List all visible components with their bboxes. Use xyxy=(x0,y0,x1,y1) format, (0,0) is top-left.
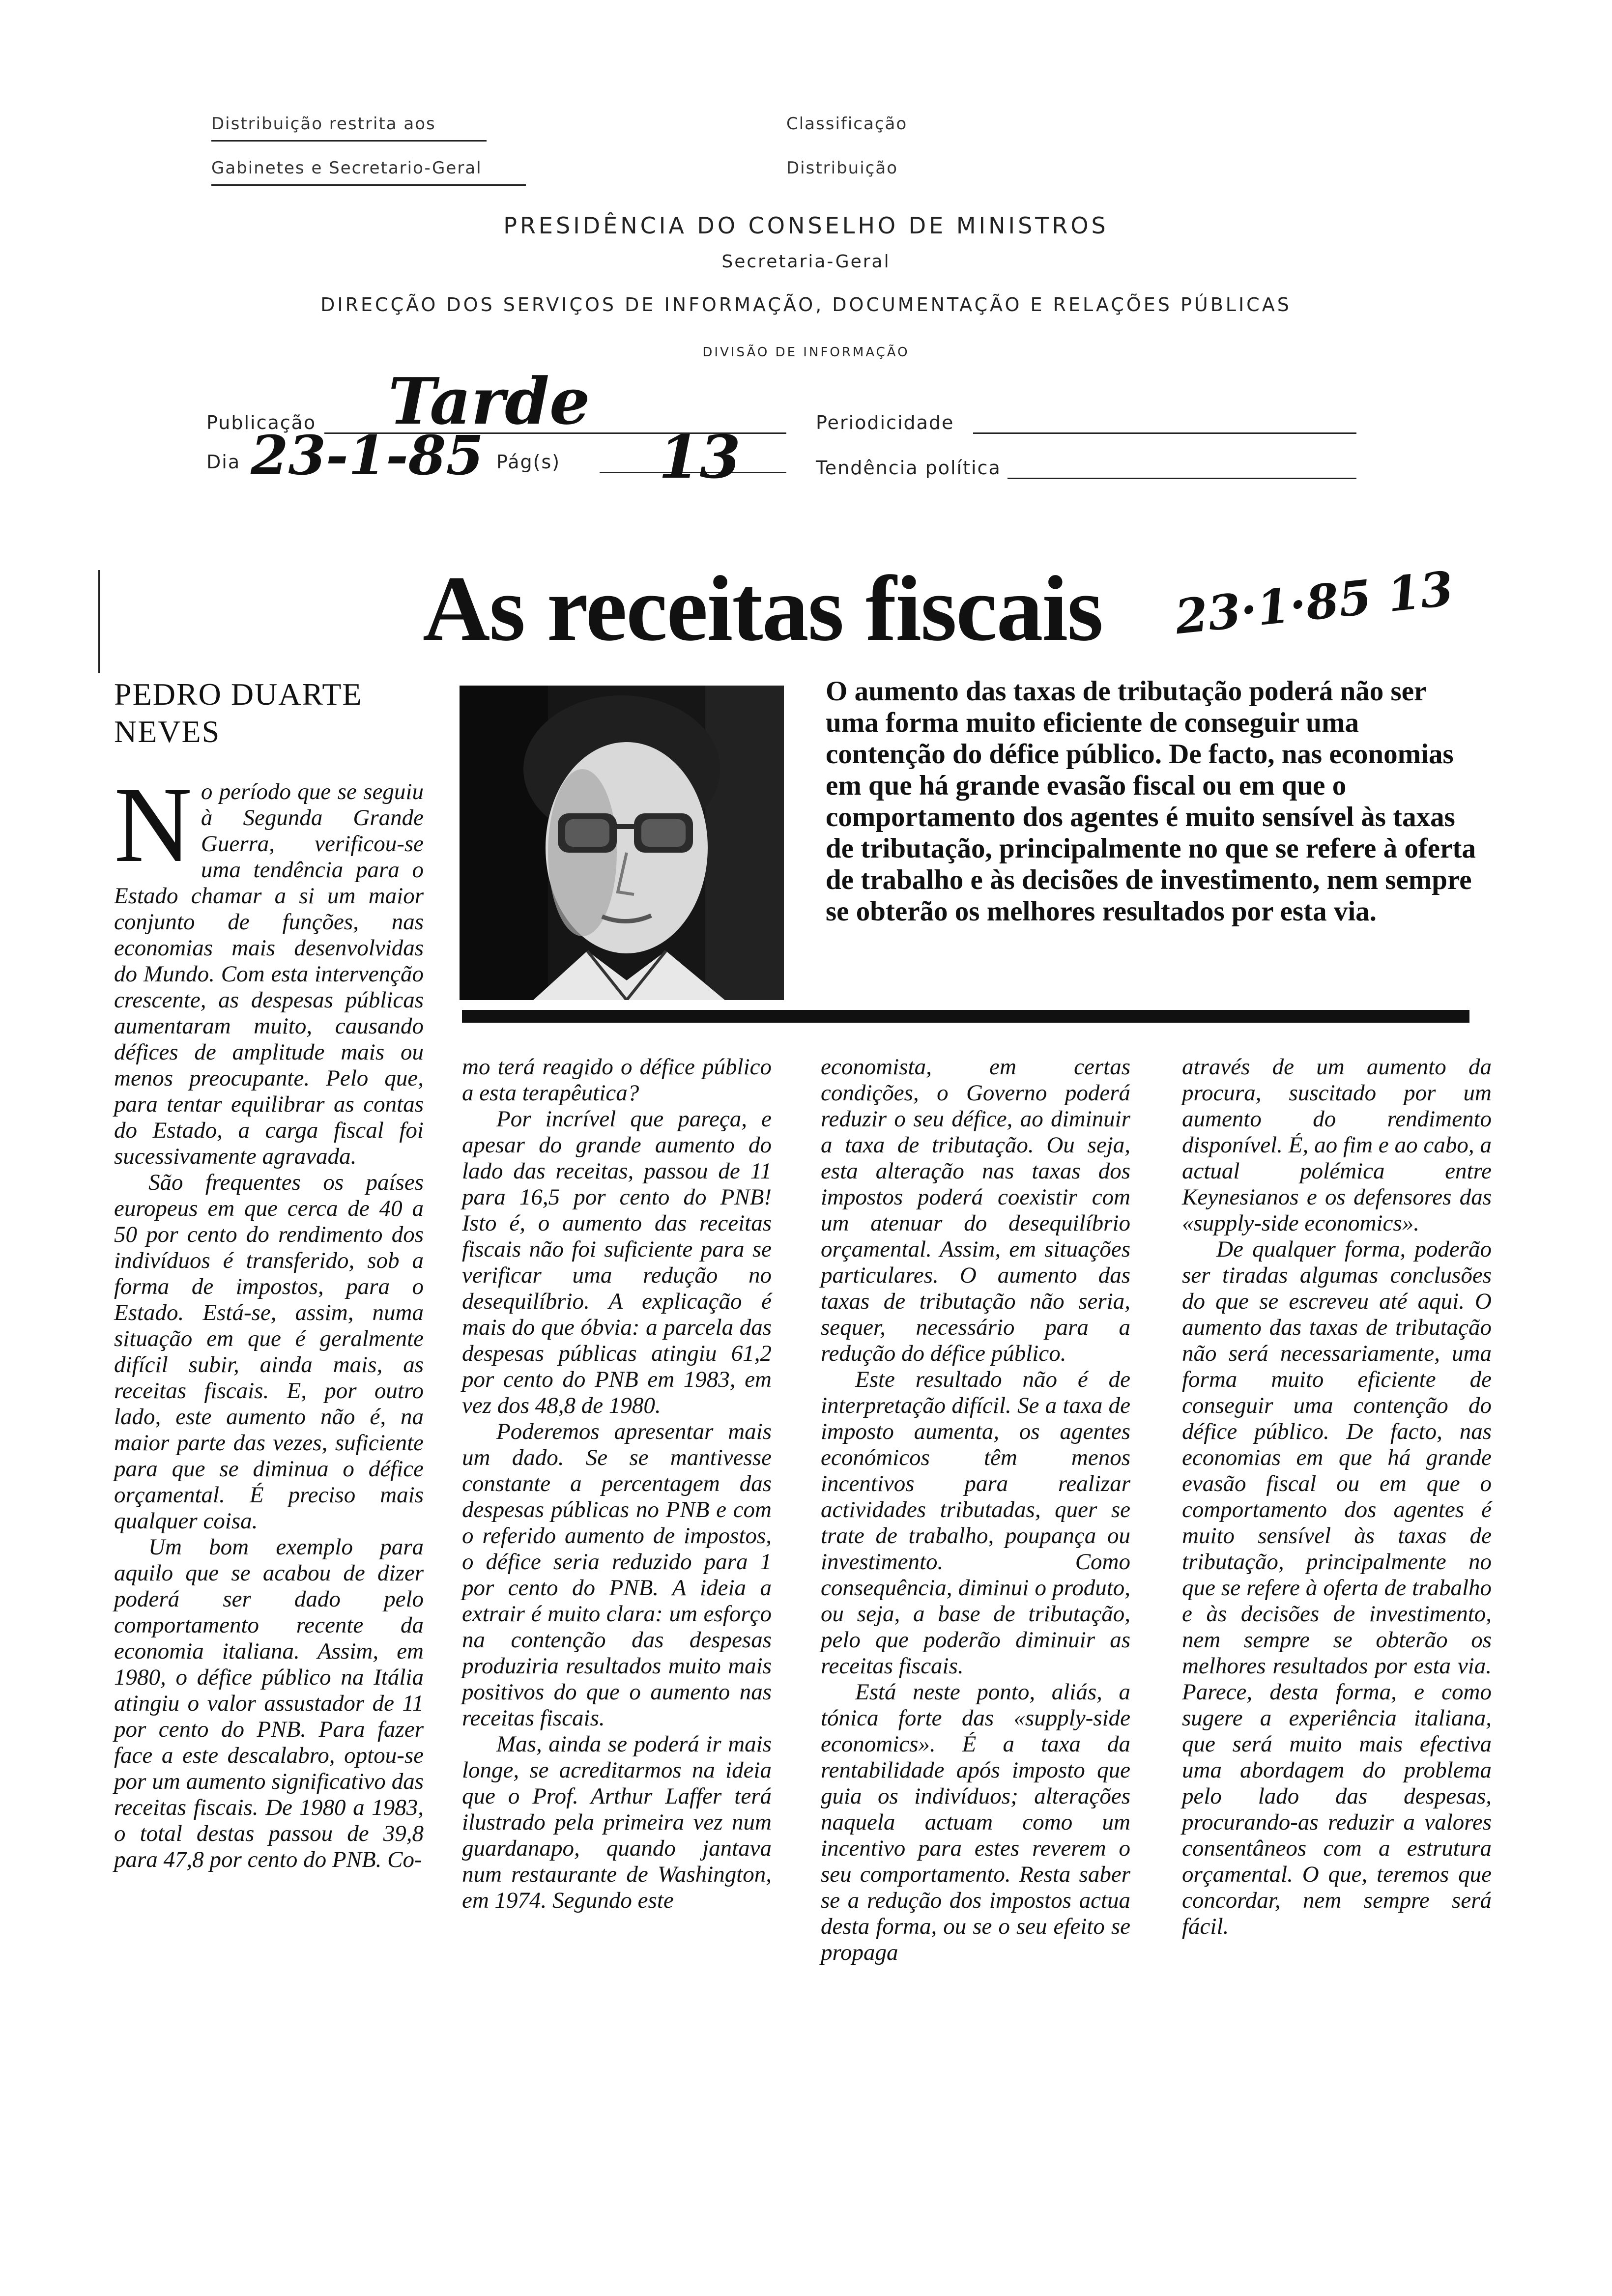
column-3 xyxy=(821,1054,1130,1966)
directorate: DIRECÇÃO DOS SERVIÇOS DE INFORMAÇÃO, DOCUMENTAÇÃO E RELAÇÕES PÚBLICAS xyxy=(320,294,1292,316)
distribution-restriction-line1: Distribuição restrita aos xyxy=(211,114,436,134)
col4-paragraph-2: De qualquer forma, poderão ser tiradas algumas conclusões do que se escreveu até aqui. O aumento das taxas de tributação não será necessariamente, uma forma muito eficiente de conseguir uma contenção do défice público. De facto, nas economias em que há grande evasão fiscal ou em que o comportamento dos agentes é muito sensível às taxas de tributação, principalmente no que se refere à oferta de trabalho e às decisões de investimento, nem sempre se obterão os melhores resultados por esta via. Parece, desta forma, e como sugere a experiência italiana, que será muito mais efectiva uma abordagem do problema pelo lado das despesas, procurando-as reduzir a valores consentâneos com a estrutura orçamental. O que, teremos que concordar, nem sempre será fácil. xyxy=(1182,1236,1492,1939)
article-title: As receitas fiscais xyxy=(423,557,1103,660)
pagina-value: 13 xyxy=(659,423,741,492)
pagina-label: Pág(s) xyxy=(496,451,561,473)
column-1 xyxy=(114,765,424,1873)
col2-paragraph-2: Por incrível que pareça, e apesar do grande aumento do lado das receitas, passou de 11 para 16,5 por cento do PNB! Isto é, o aumento das receitas fiscais não foi suficiente para se verificar uma redução no desequilíbrio. A explicação é mais do que óbvia: a parcela das despesas públicas atingiu 61,2 por cento do PNB em 1983, em vez dos 48,8 de 1980. xyxy=(462,1106,772,1418)
col4-paragraph-1: através de um aumento da procura, suscitado por um aumento do rendimento disponível. É, ao fim e ao cabo, a actual polémica entre Keynesianos e os defensores das «supply-side economics». xyxy=(1182,1054,1492,1236)
lead-paragraph: O aumento das taxas de tributação poderá não ser uma forma muito eficiente de conseguir uma contenção do défice público. De facto, nas economias em que há grande evasão fiscal ou em que o comportamento dos agentes é muito sensível às taxas de tributação, principalmente no que se refere à oferta de trabalho e às decisões de investimento, nem sempre se obterão os melhores resultados por esta via. xyxy=(826,676,1476,927)
author-portrait-image xyxy=(460,686,784,1000)
col1-paragraph-3: Um bom exemplo para aquilo que se acabou de dizer poderá ser dado pelo comportamento recente da economia italiana. Assim, em 1980, o défice público na Itália atingiu o valor assustador de 11 por cento do PNB. Para fazer face a este descalabro, optou-se por um aumento significativo das receitas fiscais. De 1980 a 1983, o total destas passou de 39,8 para 47,8 por cento do PNB. Co- xyxy=(114,1534,424,1872)
dia-value: 23-1-85 xyxy=(251,424,484,487)
author-photo xyxy=(460,686,784,1000)
publicacao-label: Publicação xyxy=(206,412,317,433)
column-2 xyxy=(462,1054,772,1914)
col1-paragraph-2: São frequentes os países europeus em que cerca de 40 a 50 por cento do rendimento dos indivíduos é transferido, sob a forma de impostos, para o Estado. Está-se, assim, numa situação em que é geralmente difícil subir, ainda mais, as receitas fiscais. E, por outro lado, este aumento não é, na maior parte das vezes, suficiente para que se diminua o défice orçamental. É preciso mais qualquer coisa. xyxy=(114,1170,424,1534)
handwritten-date-note: 23·1·85 13 xyxy=(1172,560,1456,645)
distribution-underline2 xyxy=(211,184,526,186)
col3-paragraph-2: Este resultado não é de interpretação difícil. Se a taxa de imposto aumenta, os agentes económicos têm menos incentivos para realizar actividades tributadas, quer se trate de trabalho, poupança ou investimento. Como consequência, diminui o produto, ou seja, a base de tributação, pelo que poderão diminuir as receitas fiscais. xyxy=(821,1367,1130,1679)
col3-paragraph-1: economista, em certas condições, o Governo poderá reduzir o seu défice, ao diminuir a taxa de tributação. Ou seja, esta alteração nas taxas dos impostos poderá coexistir com um atenuar do desequilíbrio orçamental. Assim, em situações particulares. O aumento das taxas de tributação não seria, sequer, necessário para a redução do défice público. xyxy=(821,1054,1130,1366)
publicacao-value: Tarde xyxy=(388,364,590,439)
author-byline: PEDRO DUARTE NEVES xyxy=(114,677,363,749)
division: DIVISÃO DE INFORMAÇÃO xyxy=(702,345,910,360)
section-divider-bar xyxy=(462,1010,1469,1023)
col3-paragraph-3: Está neste ponto, aliás, a tónica forte das «supply-side economics». É a taxa da rentabilidade após imposto que guia os indivíduos; alterações naquela actuam como um incentivo para estes reverem o seu comportamento. Resta saber se a redução dos impostos actua desta forma, ou se o seu efeito se propaga xyxy=(821,1679,1130,1965)
col2-paragraph-1: mo terá reagido o défice público a esta terapêutica? xyxy=(462,1054,772,1106)
distribution-label: Distribuição xyxy=(786,158,898,178)
secretariat: Secretaria-Geral xyxy=(721,252,891,272)
col1-paragraph-1: No período que se seguiu à Segunda Grande Guerra, verificou-se uma tendência para o Estado chamar a si um maior conjunto de funções, nas economias mais desenvolvidas do Mundo. Com esta intervenção crescente, as despesas públicas aumentaram muito, causando défices de amplitude mais ou menos preocupante. Pelo que, para tentar equilibrar as contas do Estado, a carga fiscal foi sucessivamente agravada. xyxy=(114,765,424,1169)
col2-paragraph-4: Mas, ainda se poderá ir mais longe, se acreditarmos na ideia que o Prof. Arthur Laffer terá ilustrado pela primeira vez num guardanapo, quando jantava num restaurante de Washington, em 1974. Segundo este xyxy=(462,1731,772,1913)
tendencia-underline xyxy=(1008,478,1356,479)
tendencia-label: Tendência política xyxy=(816,457,1001,479)
dia-label: Dia xyxy=(206,451,241,473)
column-4 xyxy=(1182,1054,1492,1940)
drop-cap: N xyxy=(114,765,192,885)
classification-label: Classificação xyxy=(786,114,908,134)
distribution-restriction-line2: Gabinetes e Secretario-Geral xyxy=(211,158,482,178)
left-margin-rule xyxy=(98,570,100,673)
col2-paragraph-3: Poderemos apresentar mais um dado. Se se mantivesse constante a percentagem das despesas públicas no PNB e com o referido aumento de impostos, o défice seria reduzido para 1 por cento do PNB. A ideia a extrair é muito clara: um esforço na contenção das despesas produziria resultados muito mais positivos do que o aumento nas receitas fiscais. xyxy=(462,1419,772,1731)
org-title: PRESIDÊNCIA DO CONSELHO DE MINISTROS xyxy=(503,212,1109,239)
periodicidade-label: Periodicidade xyxy=(816,412,954,433)
distribution-underline1 xyxy=(211,140,487,142)
periodicidade-underline xyxy=(973,432,1356,434)
